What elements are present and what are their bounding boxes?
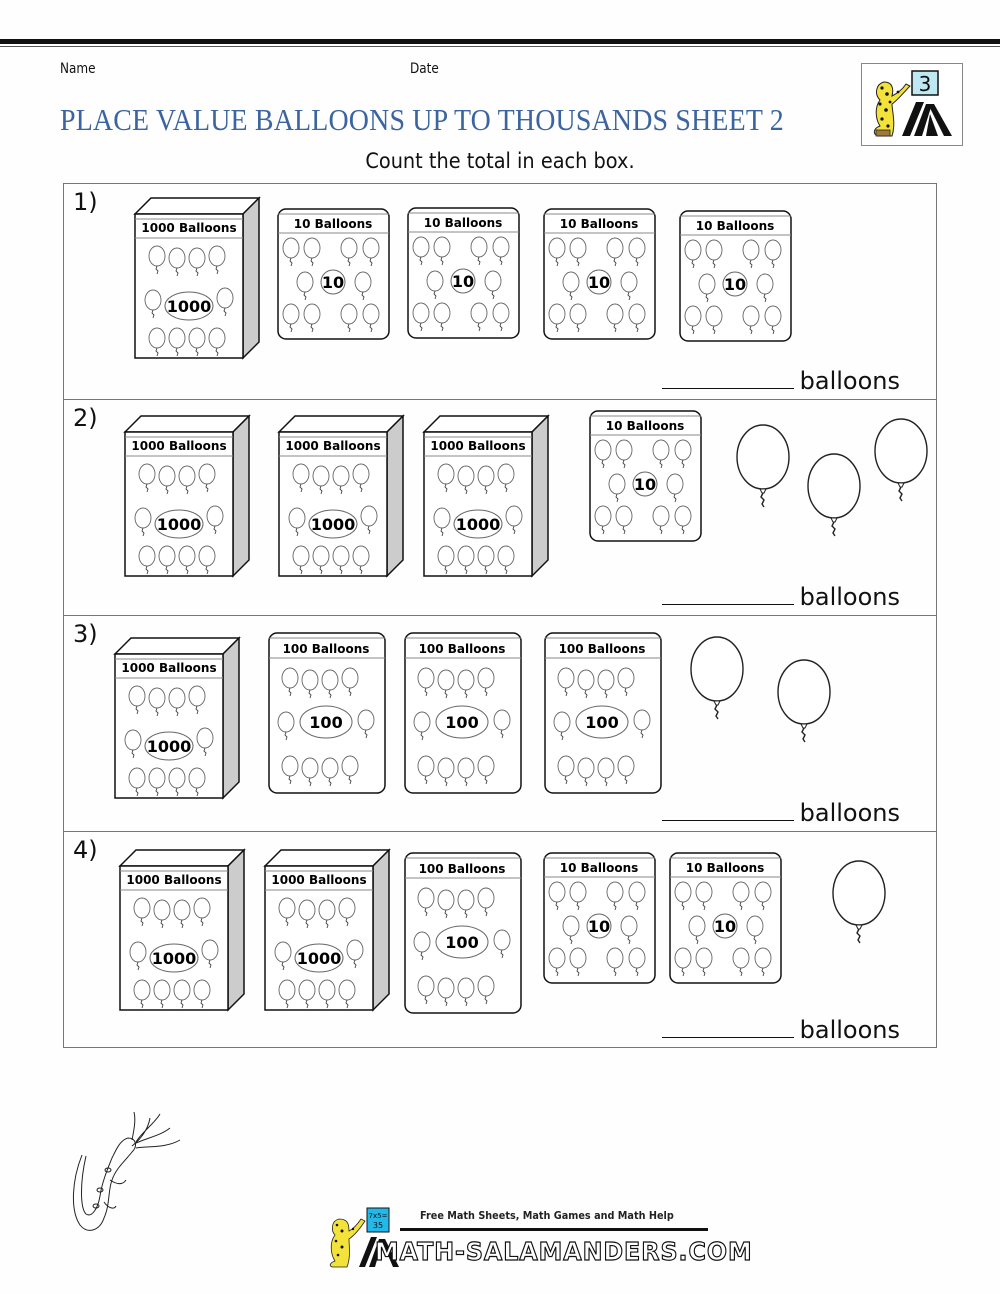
pack-100-balloons [268,632,386,795]
top-rule-thin [0,46,1000,47]
balloon-icon [690,636,746,724]
pack-100-balloons [404,852,522,1015]
salamander-easel-icon [862,64,962,145]
svg-text:10 Balloons: 10 Balloons [423,216,503,230]
svg-text:10: 10 [713,917,737,936]
svg-text:10 Balloons: 10 Balloons [695,219,775,233]
pack-10-balloons [589,410,702,545]
svg-text:1000: 1000 [310,515,356,534]
box-1000-balloons [422,410,550,588]
answer-suffix: balloons [799,799,900,827]
svg-text:1000 Balloons: 1000 Balloons [430,439,526,453]
svg-text:3: 3 [918,72,932,96]
svg-text:10 Balloons: 10 Balloons [685,861,765,875]
question-3 [64,616,936,832]
svg-text:100 Balloons: 100 Balloons [282,642,370,656]
answer-suffix: balloons [799,583,900,611]
balloon-pack-100-icon [268,632,386,795]
pack-100-balloons [544,632,662,795]
pack-10-balloons [679,210,792,345]
svg-text:1000: 1000 [166,297,212,316]
svg-text:10 Balloons: 10 Balloons [559,217,639,231]
svg-text:100 Balloons: 100 Balloons [558,642,646,656]
answer-blank[interactable] [662,367,794,389]
box-1000-balloons [277,410,405,588]
footer-rule [400,1228,708,1231]
answer-field[interactable] [662,367,900,395]
balloon-pack-10-icon [407,207,520,342]
answer-suffix: balloons [799,1016,900,1044]
question-number: 1) [73,188,98,216]
svg-text:1000: 1000 [156,515,202,534]
svg-text:10: 10 [633,475,657,494]
balloon-pack-10-icon [543,852,656,987]
answer-field[interactable] [662,583,900,611]
svg-text:10: 10 [587,917,611,936]
pack-10-balloons [669,852,782,987]
balloon-box-icon [113,632,241,810]
svg-text:1000 Balloons: 1000 Balloons [285,439,381,453]
worksheet-grid [63,183,937,1048]
svg-text:1000 Balloons: 1000 Balloons [121,661,217,675]
svg-text:100: 100 [585,713,619,732]
svg-text:10 Balloons: 10 Balloons [605,419,685,433]
svg-text:10 Balloons: 10 Balloons [293,217,373,231]
svg-text:1000: 1000 [455,515,501,534]
balloon-pack-100-icon [404,852,522,1015]
svg-text:1000 Balloons: 1000 Balloons [131,439,227,453]
svg-text:10: 10 [451,272,475,291]
salamander-icon [70,1110,195,1235]
svg-text:35: 35 [372,1221,384,1230]
svg-text:1000 Balloons: 1000 Balloons [141,221,237,235]
answer-field[interactable] [662,1016,900,1044]
balloon-icon [736,424,792,512]
balloon-icon [874,418,930,506]
svg-text:10: 10 [321,273,345,292]
balloon-pack-100-icon [544,632,662,795]
answer-field[interactable] [662,799,900,827]
question-number: 2) [73,404,98,432]
balloon-pack-10-icon [277,208,390,343]
loose-balloon [832,860,888,948]
question-1 [64,184,936,400]
pack-10-balloons [543,208,656,343]
name-label: Name [60,61,96,77]
balloon-pack-10-icon [679,210,792,345]
loose-balloon [736,424,792,512]
grade-logo [861,63,963,146]
box-1000-balloons [263,844,391,1022]
question-4 [64,832,936,1048]
balloon-pack-10-icon [543,208,656,343]
balloon-box-icon [133,192,261,370]
footer-site-name[interactable]: MATH-SALAMANDERS.COM [375,1237,753,1266]
pack-10-balloons [543,852,656,987]
balloon-pack-10-icon [669,852,782,987]
page-title: PLACE VALUE BALLOONS UP TO THOUSANDS SHEET 2 [60,102,784,137]
svg-text:1000: 1000 [296,949,342,968]
pack-10-balloons [407,207,520,342]
question-number: 3) [73,620,98,648]
answer-blank[interactable] [662,583,794,605]
loose-balloon [807,453,863,541]
svg-text:100 Balloons: 100 Balloons [418,642,506,656]
balloon-box-icon [263,844,391,1022]
loose-balloon [874,418,930,506]
balloon-box-icon [422,410,550,588]
top-rule-thick [0,39,1000,44]
answer-suffix: balloons [799,367,900,395]
balloon-icon [807,453,863,541]
box-1000-balloons [133,192,261,370]
balloon-icon [832,860,888,948]
balloon-box-icon [118,844,246,1022]
instructions: Count the total in each box. [365,149,635,173]
pack-100-balloons [404,632,522,795]
svg-text:1000: 1000 [151,949,197,968]
salamander-illustration [70,1110,195,1235]
answer-blank[interactable] [662,799,794,821]
date-label: Date [410,61,439,77]
svg-text:1000: 1000 [146,737,192,756]
svg-text:7x5=: 7x5= [368,1212,388,1220]
svg-text:1000 Balloons: 1000 Balloons [271,873,367,887]
svg-text:100: 100 [309,713,343,732]
svg-text:10: 10 [723,275,747,294]
balloon-box-icon [277,410,405,588]
balloon-box-icon [123,410,251,588]
svg-text:10 Balloons: 10 Balloons [559,861,639,875]
balloon-pack-10-icon [589,410,702,545]
balloon-pack-100-icon [404,632,522,795]
question-2 [64,400,936,616]
svg-text:100: 100 [445,713,479,732]
footer-tagline: Free Math Sheets, Math Games and Math Help [420,1209,674,1222]
pack-10-balloons [277,208,390,343]
answer-blank[interactable] [662,1016,794,1038]
svg-text:100: 100 [445,933,479,952]
box-1000-balloons [113,632,241,810]
box-1000-balloons [118,844,246,1022]
loose-balloon [777,659,833,747]
loose-balloon [690,636,746,724]
svg-text:1000 Balloons: 1000 Balloons [126,873,222,887]
balloon-icon [777,659,833,747]
box-1000-balloons [123,410,251,588]
svg-text:100 Balloons: 100 Balloons [418,862,506,876]
svg-text:10: 10 [587,273,611,292]
question-number: 4) [73,836,98,864]
